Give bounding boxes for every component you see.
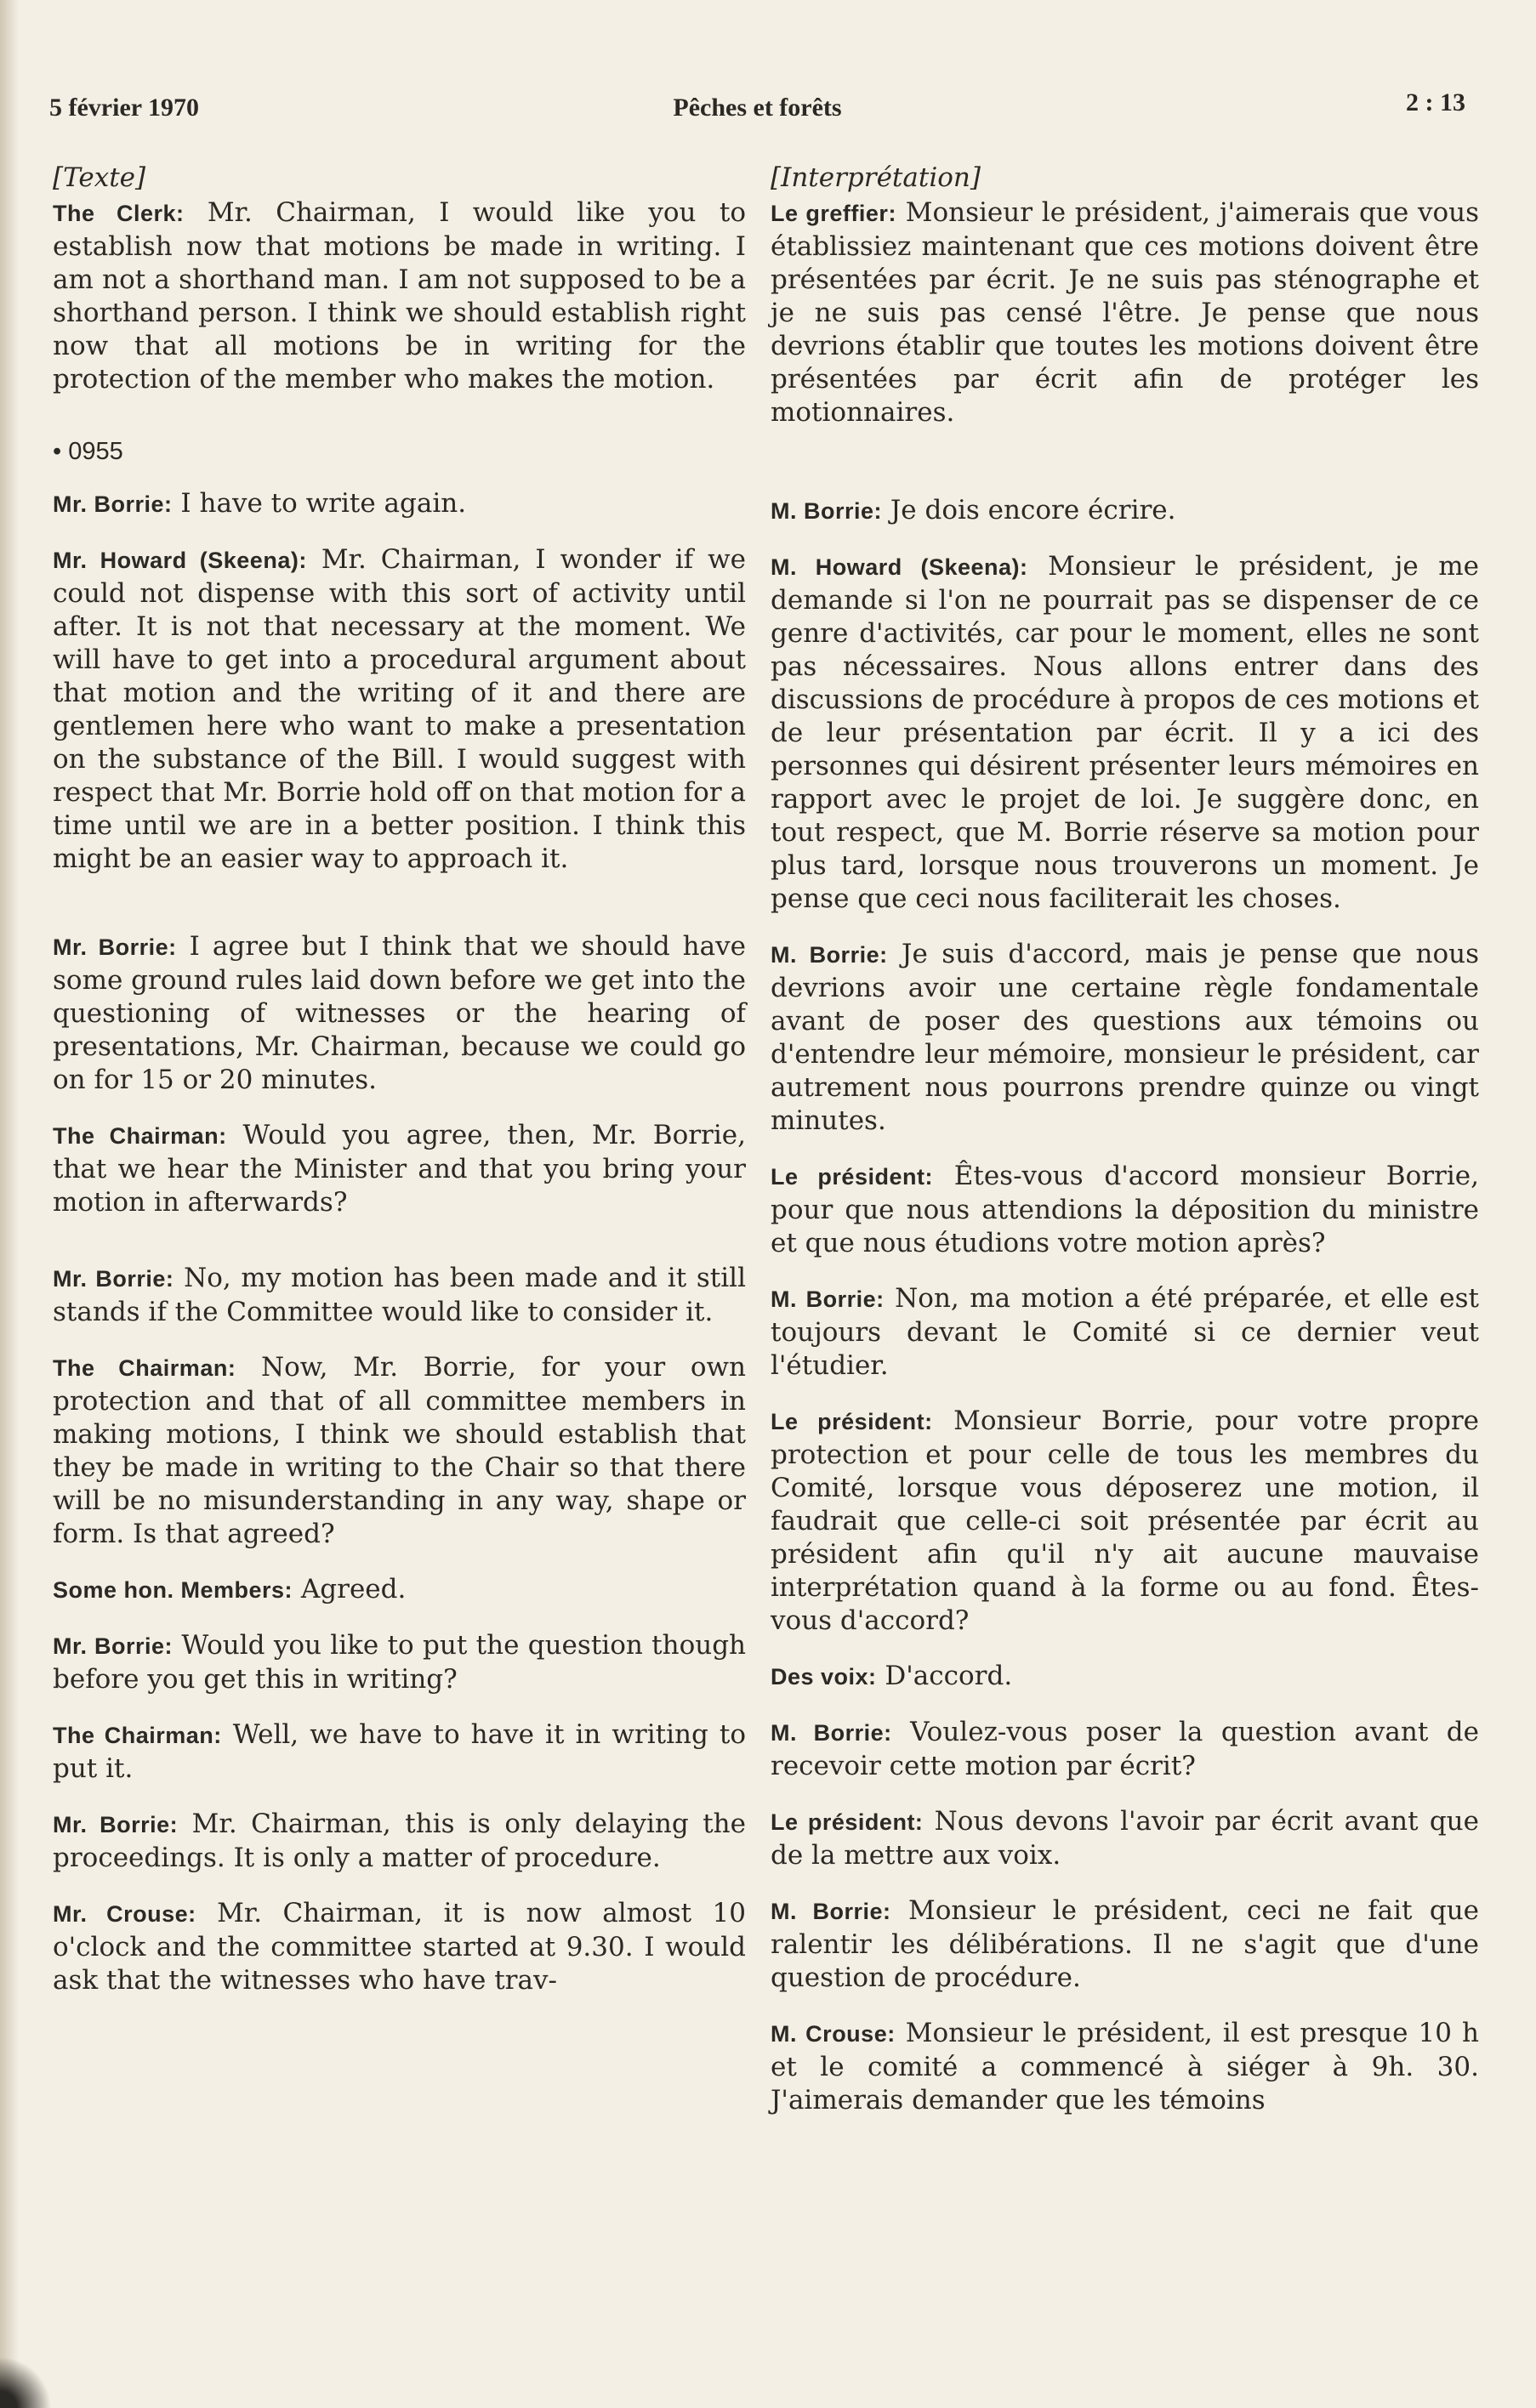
speech-text: Mr. Chairman, I wonder if we could not dispense with this sort of activity until after. It is not that necessary at the moment. We will have to get into a procedural argument about that motion and the writing of it and there are gentlemen here who want to make a presentation on the substance of the Bill. I would suggest with respect that Mr. Borrie hold off on that motion for a time until we are in a better position. I think this might be an easier way to approach it.: [53, 544, 747, 874]
header-page-number: 2 : 13: [1406, 88, 1465, 116]
corner-shadow: [0, 2348, 60, 2408]
en-para-howard: [53, 543, 746, 876]
speaker-name: Mr. Borrie:: [53, 1812, 179, 1837]
speaker-name: M. Borrie:: [771, 1720, 892, 1746]
speaker-name: M. Howard (Skeena):: [771, 554, 1028, 580]
speaker-name: Le président:: [771, 1409, 933, 1434]
fr-para-president-3: [771, 1805, 1479, 1872]
french-column: [771, 162, 1479, 2139]
en-para-crouse: [53, 1897, 746, 1997]
speaker-name: The Chairman:: [53, 1355, 236, 1381]
speaker-name: The Clerk:: [53, 201, 185, 226]
fr-para-president-1: [771, 1160, 1479, 1260]
speaker-name: The Chairman:: [53, 1723, 222, 1748]
speech-text: Monsieur le président, je me demande si l'on ne pourrait pas se dispenser de ce genre d'activités, car pour le moment, elles ne sont pas nécessaires. Nous allons entrer dans des discussions de procédure à propos de ces motions et de leur présentation par écrit. Il y a ici des personnes qui désirent présenter leurs mémoires en rapport avec le projet de loi. Je suggère donc, en tout respect, que M. Borrie réserve sa motion pour plus tard, lorsque nous trouverons un moment. Je pense que ceci nous faciliterait les choses.: [771, 551, 1480, 914]
english-column: [53, 162, 746, 2019]
speech-text: Non, ma motion a été préparée, et elle est toujours devant le Comité si ce dernier veut l'étudier.: [771, 1283, 1479, 1381]
speech-text: I have to write again.: [180, 488, 467, 519]
fr-para-borrie-3: [771, 1282, 1479, 1383]
fr-para-president-2: [771, 1405, 1479, 1638]
fr-para-borrie-1: [771, 494, 1479, 528]
speech-text: D'accord.: [885, 1661, 1013, 1691]
speech-text: No, my motion has been made and it still stands if the Committee would like to consider it.: [53, 1263, 746, 1327]
speaker-name: M. Borrie:: [771, 1899, 891, 1924]
fr-para-borrie-2: [771, 938, 1479, 1138]
speech-text: Would you agree, then, Mr. Borrie, that we hear the Minister and that you bring your motion in afterwards?: [53, 1120, 746, 1218]
en-para-chairman-1: [53, 1119, 746, 1219]
speaker-name: M. Borrie:: [771, 942, 888, 968]
speech-text: Mr. Chairman, this is only delaying the proceedings. It is only a matter of procedure.: [53, 1809, 746, 1873]
speaker-name: The Chairman:: [53, 1123, 227, 1149]
spacer: [53, 1241, 746, 1262]
fr-para-greffier: [771, 196, 1479, 429]
speaker-name: M. Borrie:: [771, 1286, 885, 1312]
speaker-name: Des voix:: [771, 1664, 877, 1690]
speech-text: Êtes-vous d'accord monsieur Borrie, pour que nous attendions la déposition du ministre et que nous étudions votre motion après?: [771, 1161, 1479, 1258]
speech-text: Now, Mr. Borrie, for your own protection and that of all committee members in making motions, I think we should establish that they be made in writing to the Chair so that there will be no misunderstanding in any way, shape or form. Is that agreed?: [53, 1352, 747, 1549]
speech-text: Would you like to put the question though before you get this in writing?: [53, 1630, 747, 1695]
speaker-name: M. Borrie:: [771, 498, 883, 524]
speech-text: Monsieur Borrie, pour votre propre protection et pour celle de tous les membres du Comité, lorsque vous déposerez une motion, il faudrait que celle-ci soit présentée par écrit au président afin qu'il n'y ait aucune mauvaise interprétation quand à la forme ou au fond. Êtes-vous d'accord?: [771, 1406, 1479, 1636]
en-para-clerk: [53, 196, 746, 396]
speaker-name: Le président:: [771, 1164, 933, 1190]
speech-text: Je dois encore écrire.: [890, 495, 1176, 525]
speaker-name: Some hon. Members:: [53, 1577, 293, 1603]
speaker-name: M. Crouse:: [771, 2021, 896, 2047]
speaker-name: Mr. Borrie:: [53, 1633, 174, 1659]
en-para-borrie-1: [53, 487, 746, 521]
en-para-borrie-3: [53, 1262, 746, 1329]
en-para-borrie-4: [53, 1629, 746, 1696]
en-para-borrie-2: [53, 930, 746, 1097]
fr-para-borrie-4: [771, 1716, 1479, 1783]
speaker-name: Le président:: [771, 1809, 924, 1835]
en-para-chairman-3: [53, 1718, 746, 1786]
spacer: [771, 452, 1479, 494]
time-marker: • 0955: [53, 438, 123, 465]
speech-text: Je suis d'accord, mais je pense que nous devrions avoir une certaine règle fondamentale avant de poser des questions aux témoins ou d'entendre leur mémoire, monsieur le président, car autrement nous pourrons prendre quinze ou vingt minutes.: [771, 939, 1479, 1136]
speech-text: Mr. Chairman, it is now almost 10 o'clock and the committee started at 9.30. I would ask that the witnesses who have trav-: [53, 1898, 746, 1996]
speaker-name: Mr. Crouse:: [53, 1901, 196, 1927]
speaker-name: Mr. Borrie:: [53, 934, 177, 960]
speaker-name: Mr. Borrie:: [53, 491, 173, 517]
speech-text: Monsieur le président, ceci ne fait que ralentir les délibérations. Il ne s'agit que d'une question de procédure.: [771, 1895, 1479, 1993]
speech-text: Monsieur le président, j'aimerais que vous établissiez maintenant que ces motions doivent être présentées par écrit. Je ne suis pas sténographe et je ne suis pas censé l'être. Je pense que nous devrions établir que toutes les motions doivent être présentées par écrit afin de protéger les motionnaires.: [771, 197, 1479, 428]
speech-text: Mr. Chairman, I would like you to establish now that motions be made in writing. I am not a shorthand man. I am not supposed to be a shorthand person. I think we should establish right now that all motions be in writing for the protection of the member who makes the motion.: [53, 197, 746, 395]
fr-para-borrie-5: [771, 1894, 1479, 1995]
section-label-interpretation: [Interprétation]: [771, 162, 981, 193]
speech-text: Monsieur le président, il est presque 10 h et le comité a commencé à siéger à 9h. 30. J'aimerais demander que les témoins: [771, 2018, 1479, 2116]
speaker-name: Le greffier:: [771, 201, 896, 226]
fr-para-crouse: [771, 2017, 1479, 2117]
en-para-borrie-5: [53, 1808, 746, 1875]
speech-text: Agreed.: [300, 1574, 407, 1604]
speech-text: Well, we have to have it in writing to put it.: [53, 1719, 747, 1784]
fr-para-voix: [771, 1660, 1479, 1694]
fr-para-howard: [771, 550, 1479, 916]
page-edge-shadow: [0, 0, 19, 2408]
speech-text: Voulez-vous poser la question avant de recevoir cette motion par écrit?: [771, 1717, 1479, 1781]
speaker-name: Mr. Borrie:: [53, 1266, 174, 1292]
header-title: Pêches et forêts: [673, 94, 842, 122]
spacer: [53, 898, 746, 930]
speech-text: Nous devons l'avoir par écrit avant que de la mettre aux voix.: [771, 1806, 1479, 1871]
section-label-texte: [Texte]: [53, 162, 146, 193]
en-para-members: [53, 1573, 746, 1607]
speaker-name: Mr. Howard (Skeena):: [53, 548, 307, 573]
en-para-chairman-2: [53, 1351, 746, 1551]
header-date: 5 février 1970: [49, 94, 200, 122]
speech-text: I agree but I think that we should have some ground rules laid down before we get into the questioning of witnesses or the hearing of presentations, Mr. Chairman, because we could go on for 15 or 20 minutes.: [53, 931, 747, 1095]
running-header: [49, 85, 1465, 128]
